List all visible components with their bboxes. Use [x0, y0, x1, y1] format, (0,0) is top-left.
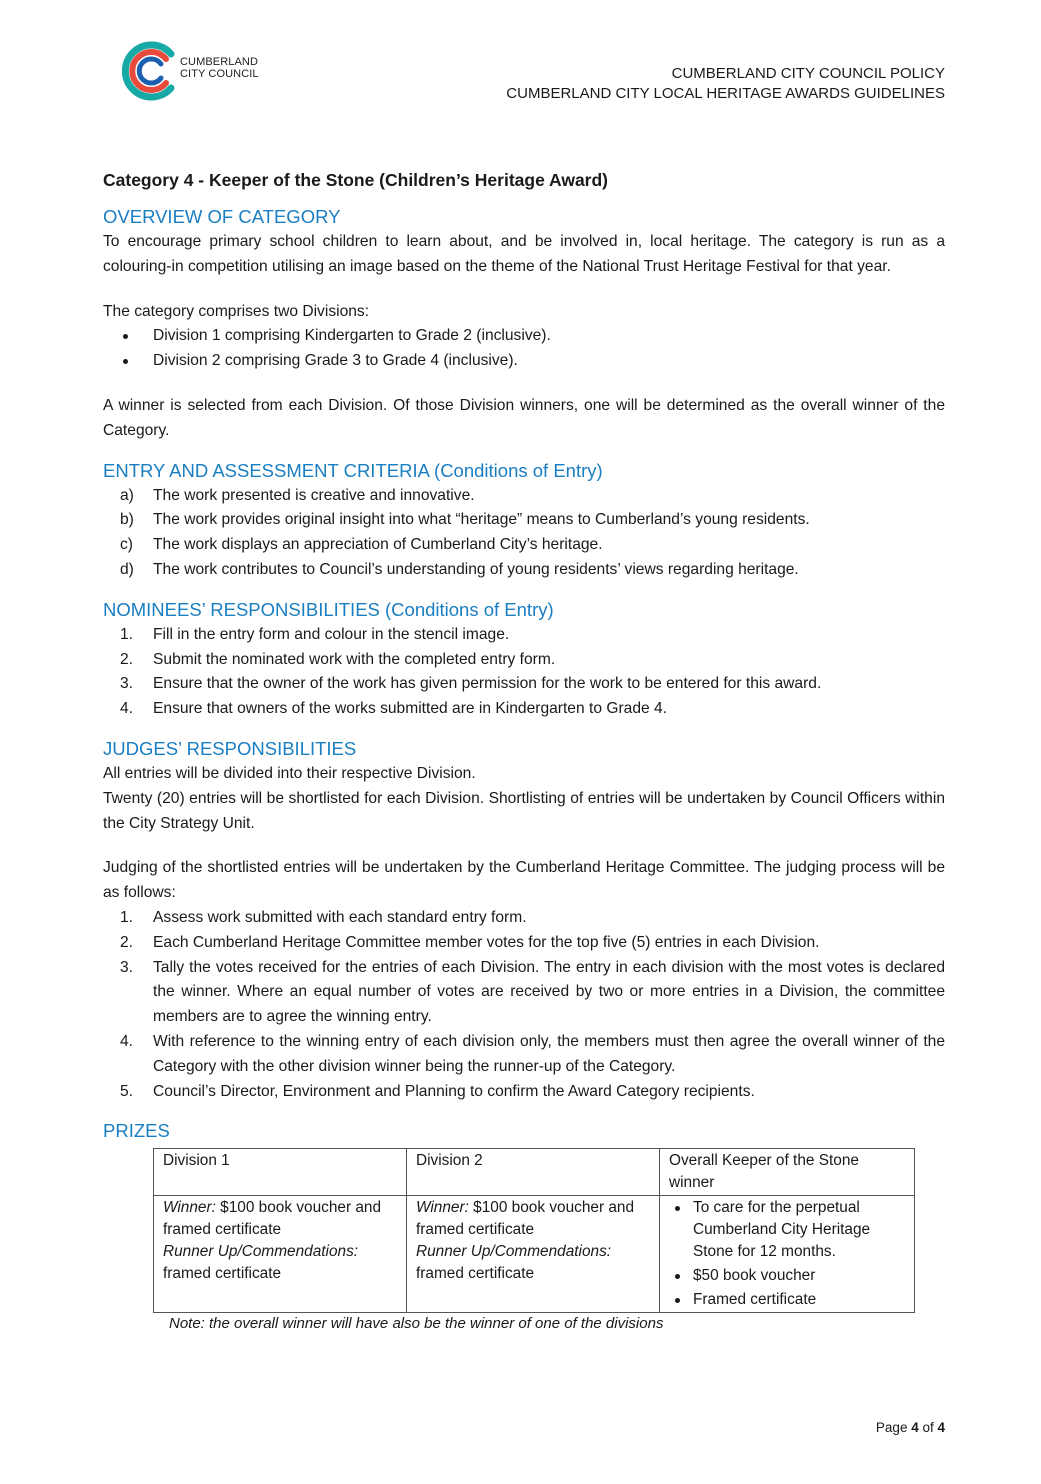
table-header-row [154, 1149, 915, 1196]
column-header: Division 2 [407, 1149, 660, 1196]
overview-heading: OVERVIEW OF CATEGORY [103, 206, 341, 227]
winner-text: A winner is selected from each Division. Of those Division winners, one will be determined as the overall winner of the Category. [103, 396, 945, 439]
document-body [103, 166, 945, 1335]
header-policy: CUMBERLAND CITY COUNCIL POLICY [671, 65, 945, 82]
list-item: 3. Tally the votes received for the entries of each Division. The entry in each division with the most votes is declared the winner. Where an equal number of votes are received by two or more entries in a Division, the committee members are to agree the winning entry. [120, 958, 945, 1026]
bullet-icon [675, 1298, 680, 1303]
list-item: Division 2 comprising Grade 3 to Grade 4 (inclusive). [103, 349, 945, 374]
judges-line1: All entries will be divided into their respective Division. [103, 764, 476, 782]
table-row [154, 1196, 915, 1313]
list-item: Framed certificate [669, 1289, 905, 1311]
page-title: Category 4 - Keeper of the Stone (Children’s Heritage Award) [103, 170, 609, 190]
judging-steps-list [103, 906, 945, 1104]
bullet-icon [675, 1206, 680, 1211]
division2-prize-cell: Winner: $100 book voucher and framed certificate Runner Up/Commendations: framed certificate [407, 1196, 660, 1313]
logo-text-line1: CUMBERLAND [180, 56, 259, 68]
nominees-list [103, 623, 945, 722]
list-item: d) The work contributes to Council’s understanding of young residents’ views regarding heritage. [120, 560, 799, 578]
column-header: Overall Keeper of the Stone winner [660, 1149, 915, 1196]
prizes-heading: PRIZES [103, 1120, 170, 1142]
list-item: 1. Fill in the entry form and colour in the stencil image. [120, 625, 510, 643]
council-logo [122, 40, 272, 102]
judges-heading: JUDGES’ RESPONSIBILITIES [103, 737, 357, 759]
council-logo-icon [122, 40, 180, 102]
divisions-list [103, 324, 945, 374]
list-item: Division 1 comprising Kindergarten to Grade 2 (inclusive). [103, 324, 945, 349]
list-item: 2. Each Cumberland Heritage Committee member votes for the top five (5) entries in each Division. [120, 933, 820, 951]
criteria-list [103, 484, 945, 583]
bullet-icon [123, 334, 128, 339]
prizes-table [153, 1148, 915, 1313]
judging-intro: Judging of the shortlisted entries will be undertaken by the Cumberland Heritage Committee. The judging process will be as follows: [103, 859, 945, 902]
overall-prize-cell [660, 1196, 915, 1313]
header-guidelines: CUMBERLAND CITY LOCAL HERITAGE AWARDS GUIDELINES [506, 85, 945, 102]
logo-text [180, 56, 259, 80]
judges-line2: Twenty (20) entries will be shortlisted for each Division. Shortlisting of entries will be undertaken by Council Officers within the City Strategy Unit. [103, 789, 945, 832]
list-item: 4. Ensure that owners of the works submitted are in Kindergarten to Grade 4. [120, 700, 667, 718]
overview-intro: To encourage primary school children to learn about, and be involved in, local heritage. The category is run as a colouring-in competition utilising an image based on the theme of the National Trust Heritage Festival for that year. [103, 233, 945, 275]
logo-text-line2: CITY COUNCIL [180, 68, 259, 80]
list-item: 4. With reference to the winning entry of each division only, the members must then agree the overall winner of the Category with the other division winner being the runner-up of the Category. [120, 1032, 945, 1075]
bullet-icon [675, 1274, 680, 1279]
prizes-note: Note: the overall winner will have also be the winner of one of the divisions [169, 1315, 664, 1333]
nominees-heading: NOMINEES’ RESPONSIBILITIES (Conditions of Entry) [103, 598, 554, 620]
column-header: Division 1 [154, 1149, 407, 1196]
divisions-intro: The category comprises two Divisions: [103, 302, 370, 320]
list-item: $50 book voucher [669, 1265, 905, 1287]
list-item: 3. Ensure that the owner of the work has given permission for the work to be entered for this award. [120, 675, 822, 693]
document-header [506, 64, 945, 104]
list-item: c) The work displays an appreciation of Cumberland City’s heritage. [120, 536, 603, 554]
list-item: b) The work provides original insight into what “heritage” means to Cumberland’s young residents. [120, 511, 810, 529]
list-item: 1. Assess work submitted with each standard entry form. [120, 908, 527, 926]
bullet-icon [123, 359, 128, 364]
division1-prize-cell: Winner: $100 book voucher and framed certificate Runner Up/Commendations: framed certificate [154, 1196, 407, 1313]
list-item: 5. Council’s Director, Environment and Planning to confirm the Award Category recipients. [120, 1082, 755, 1100]
list-item: a) The work presented is creative and innovative. [120, 486, 475, 504]
page-number: Page 4 of 4 [875, 1420, 945, 1435]
list-item: 2. Submit the nominated work with the completed entry form. [120, 650, 556, 668]
list-item: To care for the perpetual Cumberland City Heritage Stone for 12 months. [669, 1197, 905, 1263]
criteria-heading: ENTRY AND ASSESSMENT CRITERIA (Conditions of Entry) [103, 459, 603, 481]
